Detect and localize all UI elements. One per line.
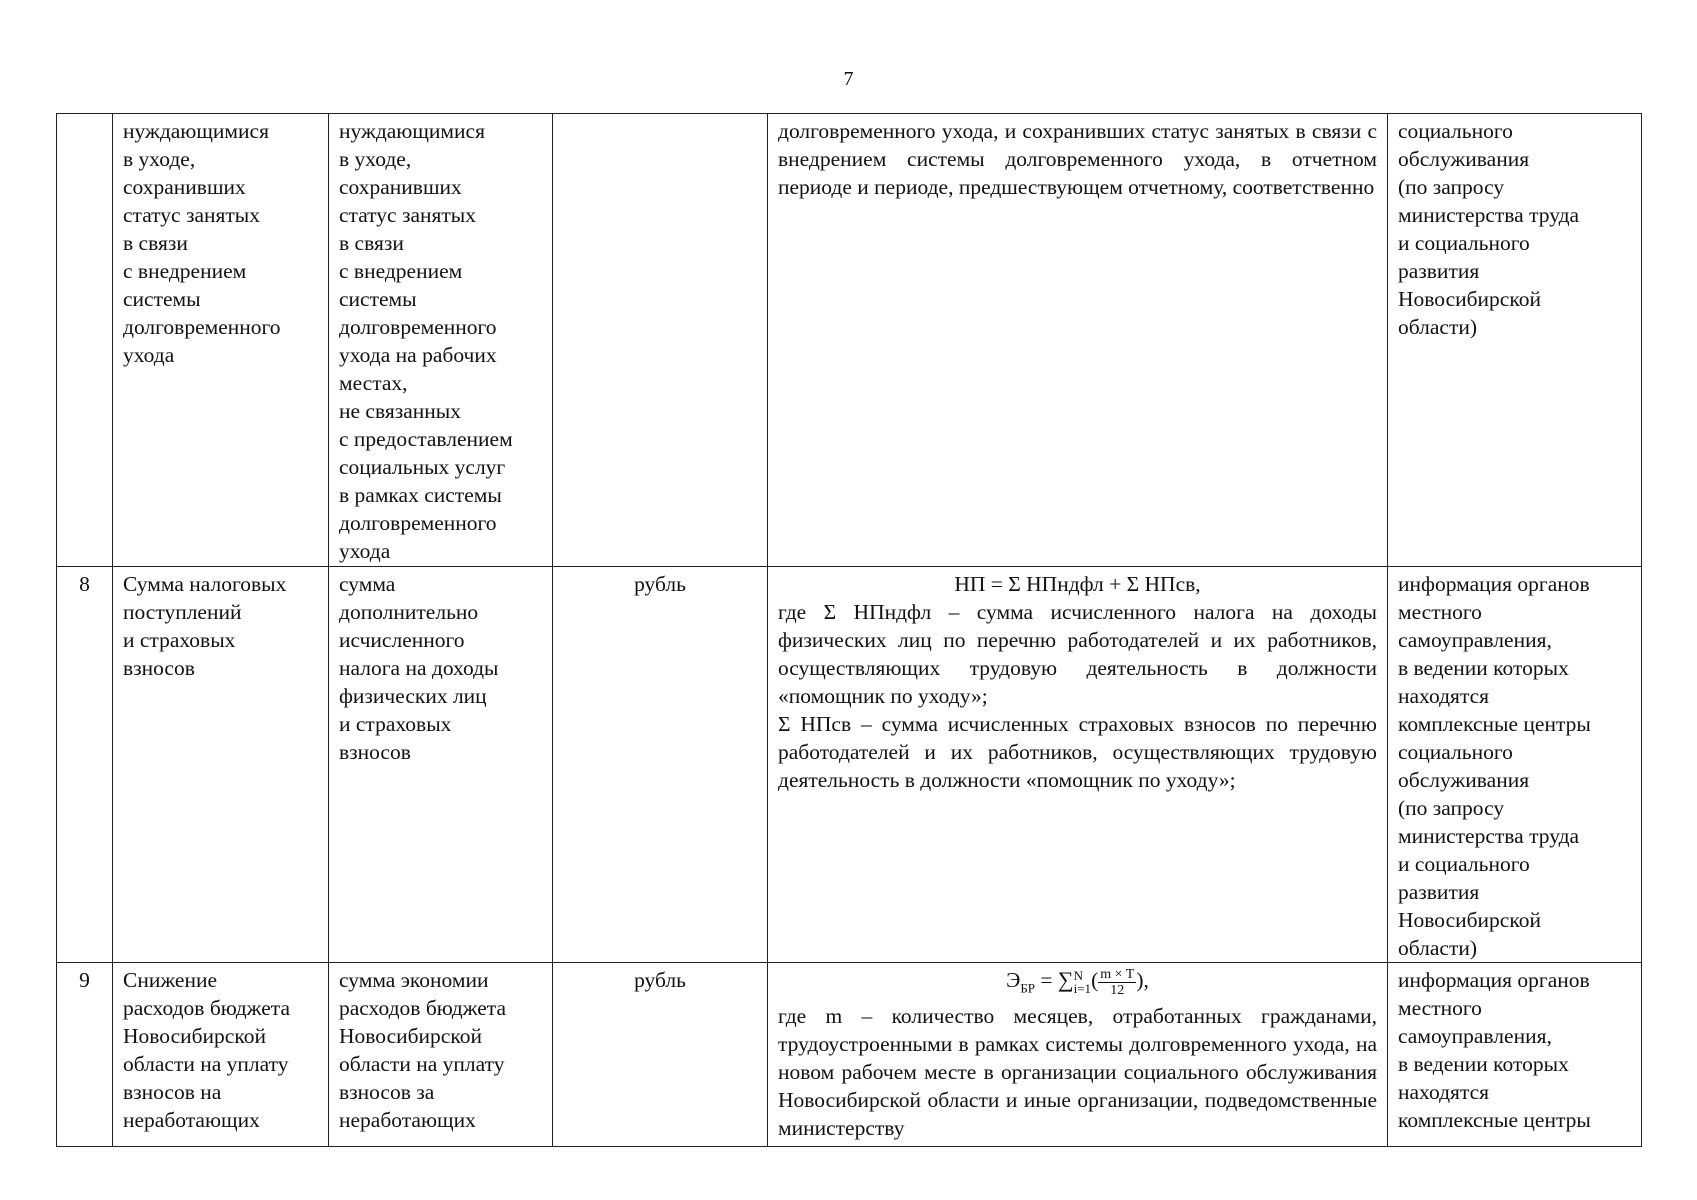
- budget-formula: $Э_{БР}$ = ∑ N i=1 ( $\frac{m \times T}{12}$ ),: [1006, 966, 1149, 998]
- calculation-method-cell: долговременного ухода, и сохранивших статус занятых в связи с внедрением системы долговременного ухода, в отчетном периоде и периоде, предшествующем отчетному, соответственно: [768, 114, 1388, 567]
- formula-explanation: где Σ НПндфл – сумма исчисленного налога на доходы физических лиц по перечню работодателей и их работников, осуществляющих трудовую деятельность в должности «помощник по уходу»;: [778, 600, 1377, 708]
- formula-lhs-subscript: БР: [1020, 980, 1036, 996]
- indicators-table: [56, 113, 1642, 1147]
- formula-lhs: Э: [1006, 968, 1021, 992]
- indicator-name-cell: нуждающимися в уходе, сохранивших статус занятых в связи с внедрением системы долговременного ухода: [113, 114, 329, 567]
- data-source-cell: социального обслуживания (по запросу министерства труда и социального развития Новосибирской области): [1388, 114, 1642, 567]
- data-source-cell: информация органов местного самоуправления, в ведении которых находятся комплексные центры: [1388, 963, 1642, 1147]
- fraction: [1098, 967, 1136, 998]
- fraction-denominator: 12: [1110, 982, 1125, 998]
- sum-limits: [1074, 969, 1091, 995]
- fraction-numerator: m × T: [1100, 966, 1135, 982]
- data-source-cell: информация органов местного самоуправления, в ведении которых находятся комплексные центры социального обслуживания (по запросу министерства труда и социального развития Новосибирской области): [1388, 567, 1642, 963]
- calculation-method-cell: [768, 567, 1388, 963]
- tax-formula: НП = Σ НПндфл + Σ НПсв,: [954, 572, 1201, 596]
- formula-equals: =: [1040, 968, 1053, 992]
- row-number-cell: 9: [57, 963, 113, 1147]
- calculation-method-cell: [768, 963, 1388, 1147]
- row-number-cell: 8: [57, 567, 113, 963]
- unit-cell: [553, 114, 768, 567]
- indicator-definition-cell: нуждающимися в уходе, сохранивших статус занятых в связи с внедрением системы долговременного ухода на рабочих местах, не связанных с предоставлением социальных услуг в рамках системы долговременного ухода: [329, 114, 553, 567]
- indicator-name-cell: Сумма налоговых поступлений и страховых взносов: [113, 567, 329, 963]
- formula-tail: ),: [1136, 968, 1149, 992]
- formula-explanation: Σ НПсв – сумма исчисленных страховых взносов по перечню работодателей и их работников, осуществляющих трудовую деятельность в должности «помощник по уходу»;: [778, 712, 1377, 792]
- table-row: [57, 114, 1642, 567]
- sum-upper-limit: N: [1073, 968, 1083, 984]
- formula-explanation: где m – количество месяцев, отработанных гражданами, трудоустроенными в рамках системы долговременного ухода, на новом рабочем месте в организации социального обслуживания Новосибирской области и иные организации, подведомственные министерству: [778, 1004, 1377, 1140]
- unit-cell: рубль: [553, 963, 768, 1147]
- page-number: 7: [843, 68, 854, 90]
- table-row: [57, 963, 1642, 1147]
- sum-symbol: ∑: [1057, 967, 1074, 992]
- indicator-definition-cell: сумма экономии расходов бюджета Новосибирской области на уплату взносов за неработающих: [329, 963, 553, 1147]
- indicator-definition-cell: сумма дополнительно исчисленного налога на доходы физических лиц и страховых взносов: [329, 567, 553, 963]
- unit-cell: рубль: [553, 567, 768, 963]
- indicator-name-cell: Снижение расходов бюджета Новосибирской области на уплату взносов на неработающих: [113, 963, 329, 1147]
- sum-lower-limit: i=1: [1073, 981, 1092, 997]
- table-row: [57, 567, 1642, 963]
- row-number-cell: [57, 114, 113, 567]
